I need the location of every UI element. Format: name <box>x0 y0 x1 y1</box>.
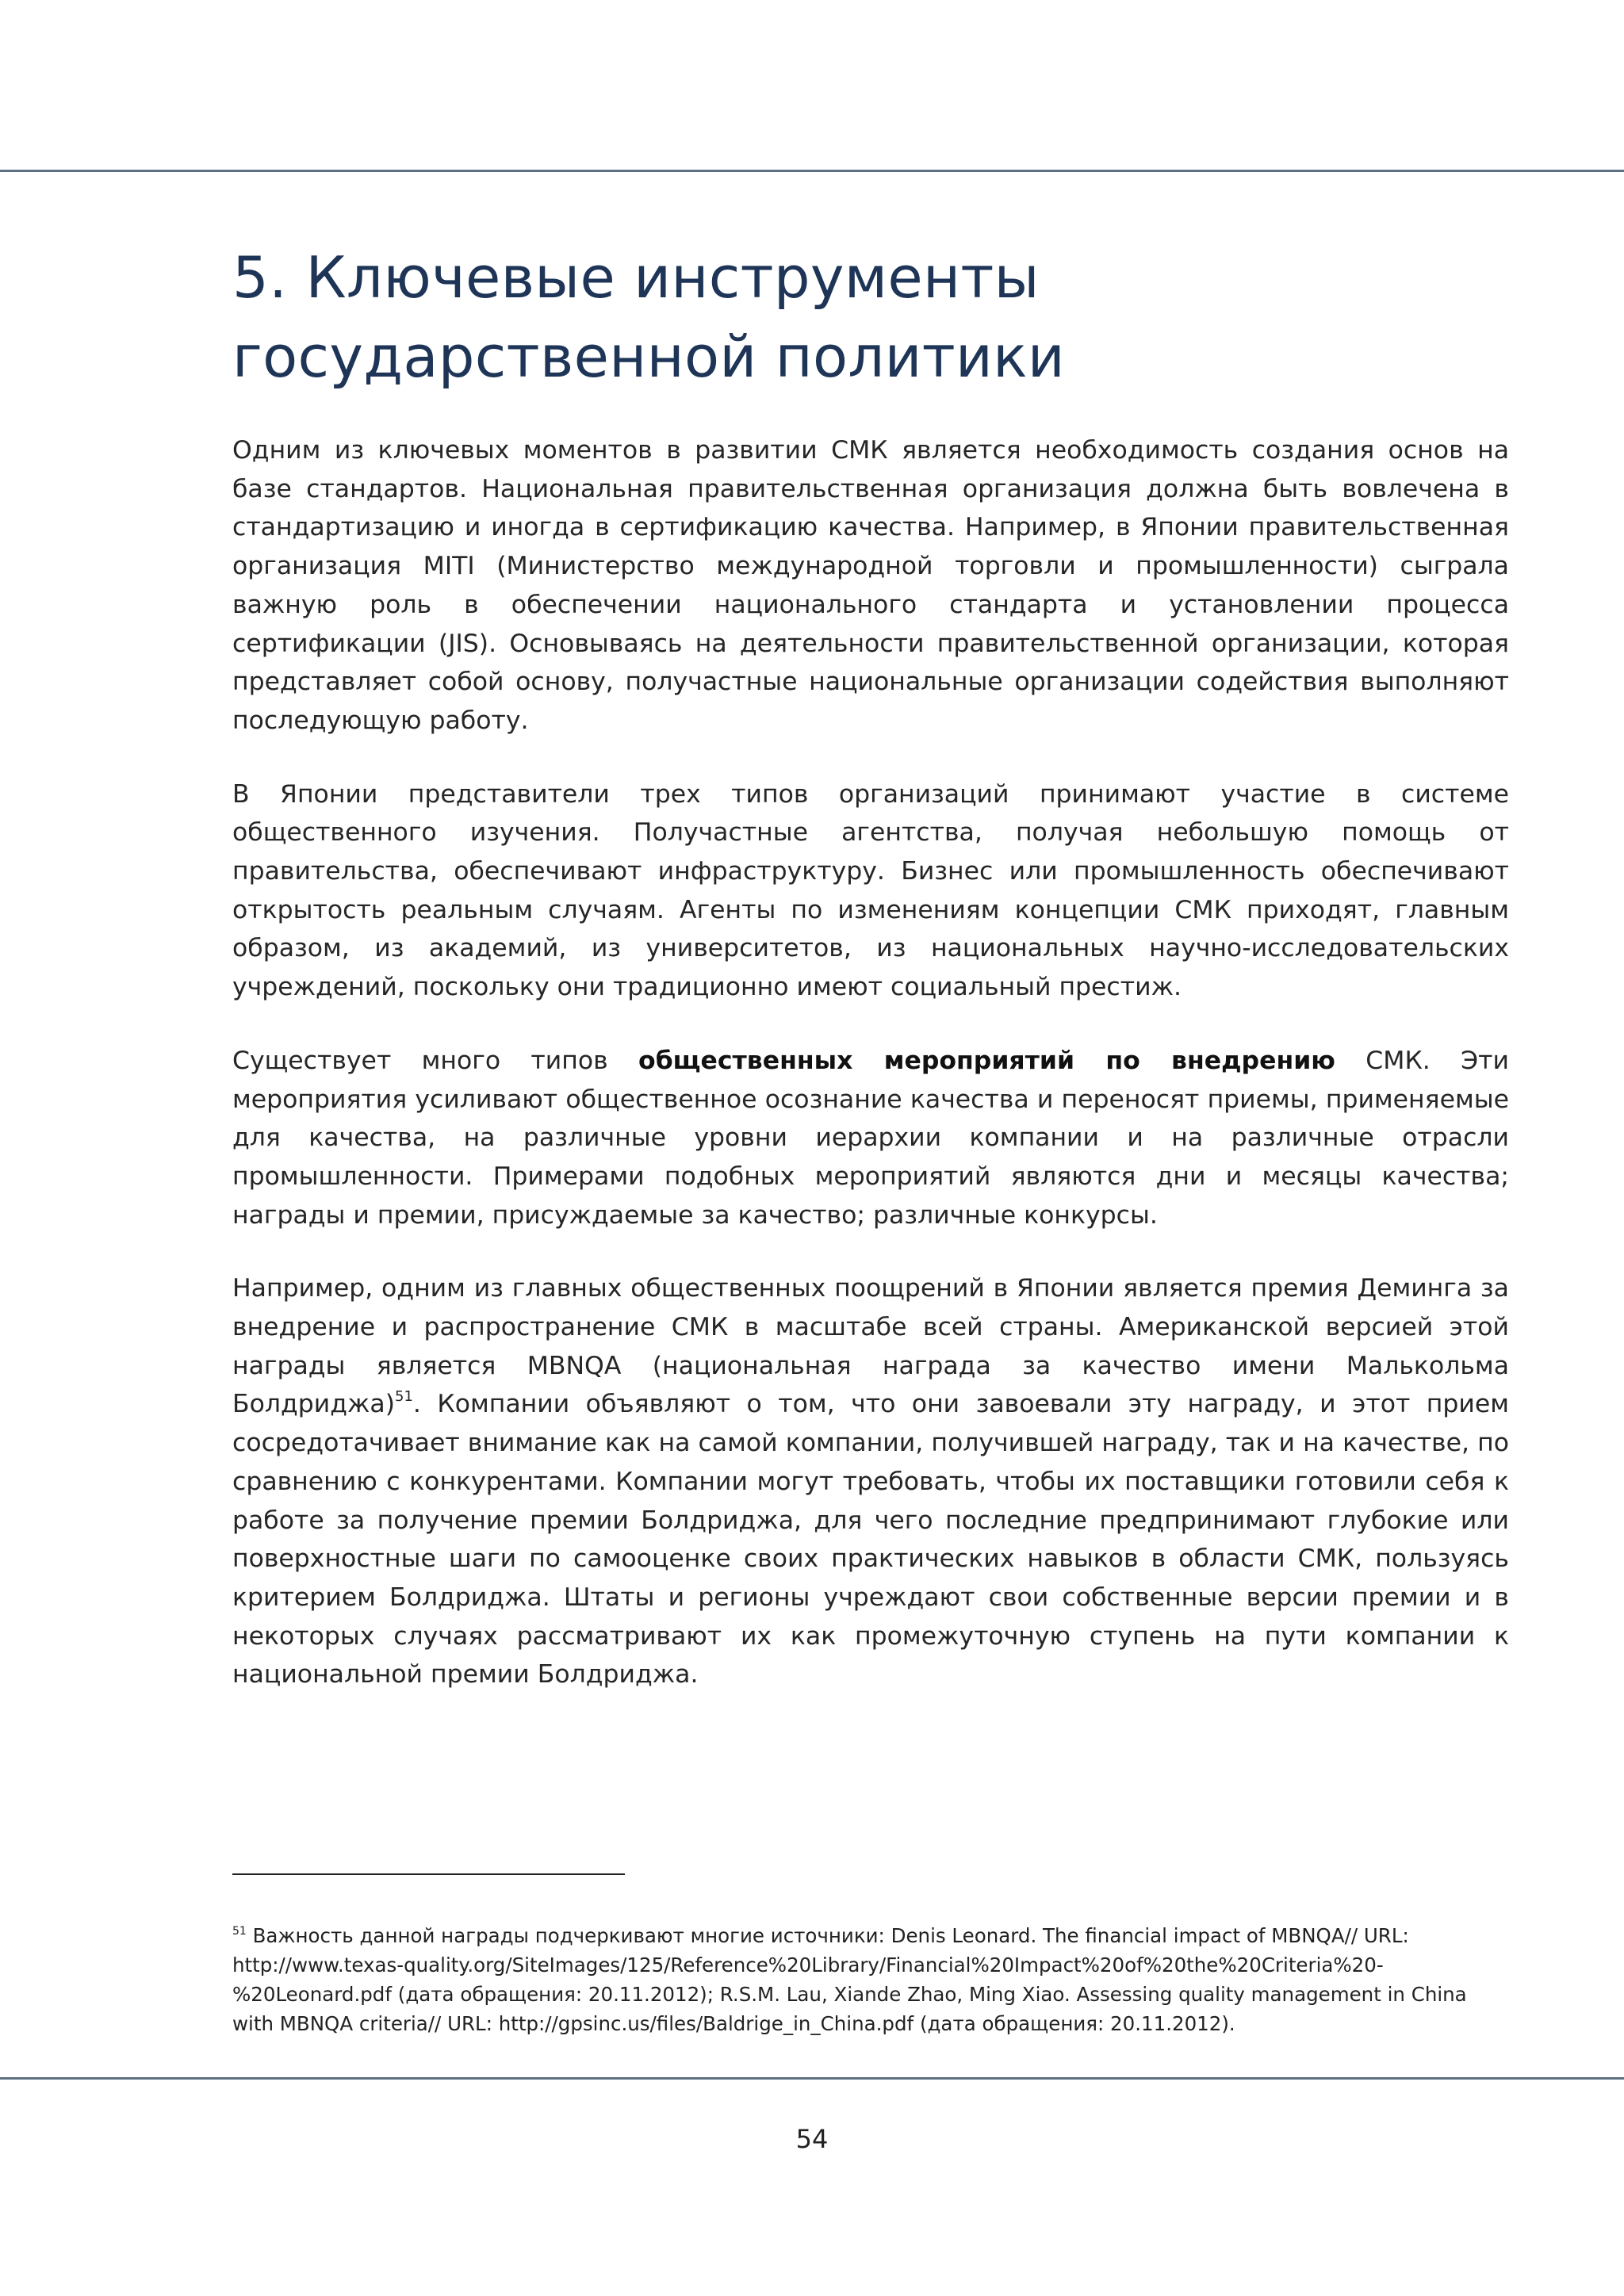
paragraph-1: Одним из ключевых моментов в развитии СМК является необходимость создания основ на базе стандартов. Национальная правительственная организация должна быть вовлечена в стандартизацию и иногда в сертификацию качества. Например, в Японии правительственная организация MITI (Министерство международной торговли и промышленности) сыграла важную роль в обеспечении национального стандарта и установлении процесса сертификации (JIS). Основываясь на деятельности правительственной организации, которая представляет собой основу, получастные национальные организации содействия выполняют последующую работу. <box>232 436 1509 735</box>
footnote-number: 51 <box>232 1925 247 1938</box>
paragraph-3-end: СМК. Эти мероприятия усиливают общественное осознание качества и переносят приемы, применяемые для качества, на различные уровни иерархии компании и на различные отрасли промышленности. Примерами подобных мероприятий являются дни и месяцы качества; награды и премии, присуждаемые за качество; различные конкурсы. <box>232 1046 1509 1230</box>
paragraph-4 <box>232 1269 1509 1694</box>
paragraph-4-end: . Компании объявляют о том, что они завоевали эту награду, и этот прием сосредотачивает внимание как на самой компании, получившей награду, так и на качестве, по сравнению с конкурентами. Компании могут требовать, чтобы их поставщики готовили себя к работе за получение премии Болдриджа, для чего последние предпринимают глубокие или поверхностные шаги по самооценке своих практических навыков в области СМК, пользуясь критерием Болдриджа. Штаты и регионы учреждают свои собственные версии премии и в некоторых случаях рассматривают их как промежуточную ступень на пути компании к национальной премии Болдриджа. <box>232 1390 1509 1689</box>
footnote-separator <box>232 1873 625 1875</box>
bold-phrase: общественных мероприятий по внедрению <box>638 1046 1335 1075</box>
paragraph-3-start: Существует много типов <box>232 1046 639 1075</box>
main-content <box>232 238 1509 1729</box>
footnote-51 <box>232 1921 1501 2038</box>
paragraph-2: В Японии представители трех типов организаций принимают участие в системе общественного изучения. Получастные агентства, получая небольшую помощь от правительства, обеспечивают инфраструктуру. Бизнес или промышленность обеспечивают открытость реальным случаям. Агенты по изменениям концепции СМК приходят, главным образом, из академий, из университетов, из национальных научно-исследовательских учреждений, поскольку они традиционно имеют социальный престиж. <box>232 779 1509 1002</box>
footer-rule <box>0 2077 1624 2080</box>
section-heading: 5. Ключевые инструменты государственной политики <box>232 244 1065 390</box>
footnote-ref-51[interactable]: 51 <box>395 1388 413 1406</box>
paragraph-4-start: Например, одним из главных общественных поощрений в Японии является премия Деминга за внедрение и распространение СМК в масштабе всей страны. Американской версией этой награды является MBNQA (национальная награда за качество имени Малькольма Болдриджа) <box>232 1274 1509 1419</box>
page-number: 54 <box>795 2124 829 2154</box>
paragraph-3 <box>232 1042 1509 1235</box>
footnote-text: Важность данной награды подчеркивают многие источники: Denis Leonard. The financial impact of MBNQA// URL: http://www.texas-quality.org/SiteImages/125/Reference%20Library/Financial%20Impact%20of%20the%20Criteria%20-%20Leonard.pdf (дата обращения: 20.11.2012); R.S.M. Lau, Xiande Zhao, Ming Xiao. Assessing quality management in China with MBNQA criteria// URL: http://gpsinc.us/files/Baldrige_in_China.pdf (дата обращения: 20.11.2012). <box>232 1924 1467 2035</box>
header-rule <box>0 170 1624 172</box>
